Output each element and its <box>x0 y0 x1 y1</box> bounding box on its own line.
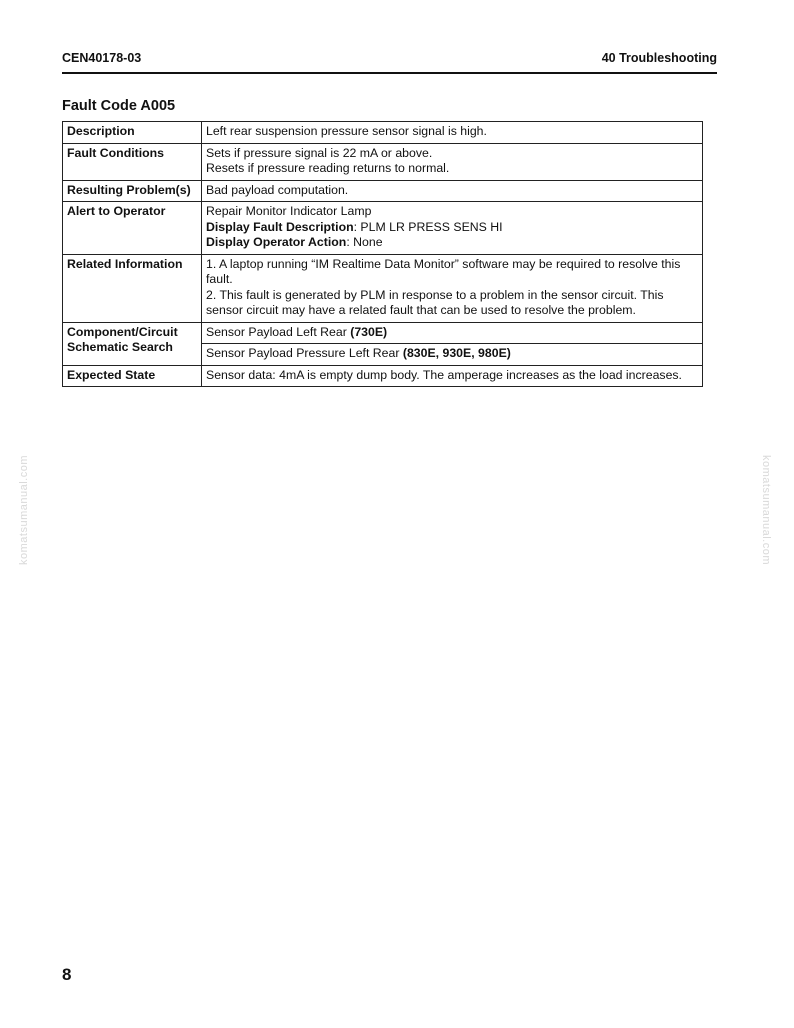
header-divider <box>62 72 717 74</box>
schematic-search-component-1: Sensor Payload Left Rear <box>206 324 351 339</box>
document-code: CEN40178-03 <box>62 51 142 65</box>
expected-state-label: Expected State <box>63 365 202 387</box>
table-row-resulting-problem <box>63 180 703 202</box>
resulting-problem-label: Resulting Problem(s) <box>63 180 202 202</box>
watermark-left: komatsumanual.com <box>18 455 30 565</box>
indicator-lamp-text: Repair Monitor Indicator Lamp <box>206 204 372 218</box>
schematic-search-models-2: (830E, 930E, 980E) <box>402 346 511 360</box>
related-information-label: Related Information <box>63 254 202 322</box>
table-row-fault-conditions <box>63 143 703 180</box>
resulting-problem-value: Bad payload computation. <box>202 180 703 202</box>
fault-condition-reset: Resets if pressure reading returns to normal. <box>206 161 450 175</box>
watermark-right: komatsumanual.com <box>760 455 772 565</box>
related-information-item-2: 2. This fault is generated by PLM in response to a problem in the sensor circuit. This sensor circuit may have a related fault that can be used to resolve the problem. <box>206 287 664 317</box>
schematic-search-label: Component/Circuit Schematic Search <box>63 322 202 365</box>
related-information-value <box>202 254 703 322</box>
description-value: Left rear suspension pressure sensor signal is high. <box>202 122 703 144</box>
expected-state-value: Sensor data: 4mA is empty dump body. The amperage increases as the load increases. <box>202 365 703 387</box>
fault-conditions-label: Fault Conditions <box>63 143 202 180</box>
schematic-search-value-2 <box>202 344 703 366</box>
fault-condition-set: Sets if pressure signal is 22 mA or above. <box>206 145 433 160</box>
table-row-alert-to-operator <box>63 202 703 255</box>
fault-conditions-value <box>202 143 703 180</box>
fault-code-table <box>62 121 703 387</box>
table-row-schematic-search-1 <box>63 322 703 344</box>
display-operator-action-label: Display Operator Action <box>206 235 347 249</box>
section-name: 40 Troubleshooting <box>601 51 717 65</box>
table-row-related-information <box>63 254 703 322</box>
display-fault-description-label: Display Fault Description <box>206 219 354 234</box>
table-row-description <box>63 122 703 144</box>
display-fault-description <box>206 220 698 236</box>
schematic-search-component-2: Sensor Payload Pressure Left Rear <box>206 346 403 360</box>
display-fault-description-value: : PLM LR PRESS SENS HI <box>353 219 503 234</box>
alert-to-operator-label: Alert to Operator <box>63 202 202 255</box>
description-label: Description <box>63 122 202 144</box>
display-operator-action-value: : None <box>346 235 383 249</box>
page-number: 8 <box>62 965 72 984</box>
schematic-search-models-1: (730E) <box>350 324 388 339</box>
display-operator-action <box>206 235 698 251</box>
table-row-expected-state <box>63 365 703 387</box>
related-information-item-1: 1. A laptop running “IM Realtime Data Monitor” software may be required to resolve this fault. <box>206 256 681 286</box>
alert-to-operator-value <box>202 202 703 255</box>
schematic-search-value-1 <box>202 322 703 344</box>
fault-code-title: Fault Code A005 <box>62 98 176 114</box>
